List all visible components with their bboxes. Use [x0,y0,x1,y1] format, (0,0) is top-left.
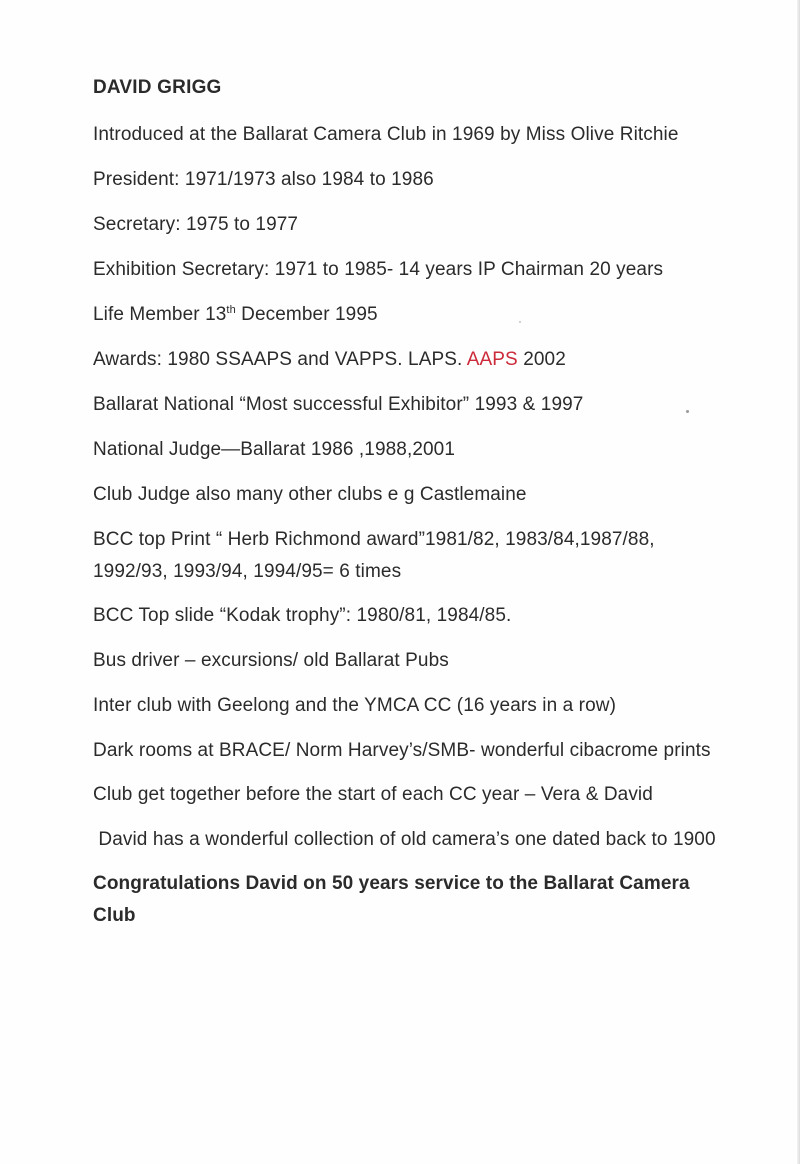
ballarat-national-line: Ballarat National “Most successful Exhibitor” 1993 & 1997 [93,394,584,415]
exhibition-secretary-line: Exhibition Secretary: 1971 to 1985- 14 years IP Chairman 20 years [93,259,664,280]
life-member-prefix: Life Member 13 [93,304,227,325]
awards-line [93,344,733,376]
introduced-line: Introduced at the Ballarat Camera Club in 1969 by Miss Olive Ritchie [93,124,679,145]
life-member-suffix: December 1995 [235,304,378,325]
awards-prefix: Awards: 1980 SSAAPS and VAPPS. LAPS. [93,349,467,370]
awards-suffix: 2002 [517,349,566,370]
life-member-ordinal: th [226,304,236,316]
president-line: President: 1971/1973 also 1984 to 1986 [93,169,434,190]
bcc-top-print-line: BCC top Print “ Herb Richmond award”1981/82, 1983/84,1987/88, 1992/93, 1993/94, 1994/95= 6 times [93,529,655,582]
inter-club-line: Inter club with Geelong and the YMCA CC (16 years in a row) [93,695,617,716]
document-content [93,74,733,945]
bus-driver-line: Bus driver – excursions/ old Ballarat Pubs [93,650,449,671]
life-member-line [93,299,733,331]
awards-highlight: AAPS [466,349,518,370]
national-judge-line: National Judge—Ballarat 1986 ,1988,2001 [93,439,455,460]
dark-rooms-line: Dark rooms at BRACE/ Norm Harvey’s/SMB- wonderful cibacrome prints [93,740,711,761]
document-title: DAVID GRIGG [93,77,222,98]
club-get-together-line: Club get together before the start of each CC year – Vera & David [93,784,653,805]
bcc-top-slide-line: BCC Top slide “Kodak trophy”: 1980/81, 1984/85. [93,605,512,626]
club-judge-line: Club Judge also many other clubs e g Castlemaine [93,484,527,505]
paper-speck [519,321,521,323]
paper-speck [686,410,689,413]
congratulations-line: Congratulations David on 50 years service to the Ballarat Camera Club [93,873,690,926]
secretary-line: Secretary: 1975 to 1977 [93,214,299,235]
collection-line: David has a wonderful collection of old camera’s one dated back to 1900 [93,829,716,850]
